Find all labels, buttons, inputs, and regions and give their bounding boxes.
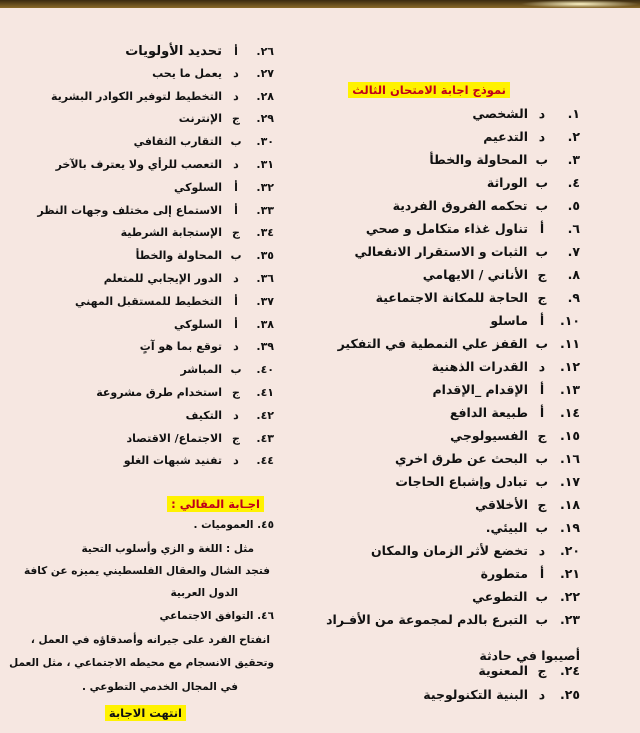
question-number: ٢٩. [256,112,274,126]
answer-text: البحث عن طرق اخري [395,451,528,466]
left-answer-item [180,363,274,376]
question-number: ٩. [567,290,580,305]
right-answer-item [371,543,580,558]
question-number: ١٠. [559,313,580,328]
question-number: ١٩. [559,520,580,535]
answer-text: الدور الإيجابي للمتعلم [103,272,222,285]
answer-letter: ج [232,431,240,445]
right-answer-item [450,405,580,420]
question-number: ١. [567,106,580,121]
right-answer-item [481,566,580,581]
right-answer-item [395,451,580,466]
answer-letter: ج [232,226,240,240]
question-number: ٤٠. [256,363,274,377]
answer-text: الأخلاقي [475,497,528,512]
q46-line-2: وتحقيق الانسجام مع محيطه الاجتماعي ، مثل العمل [9,657,274,669]
left-answer-item [75,295,274,308]
answer-letter: د [538,687,546,702]
answer-letter: ج [537,290,547,305]
answer-text: التخطيط للمستقبل المهني [74,294,222,308]
answer-text: تحكمه الفروق الفردية [392,198,528,213]
answer-text: يعمل ما يحب [152,66,222,80]
left-answer-item [136,249,274,262]
answer-letter: ج [232,386,240,399]
question-number: ١٢. [559,359,580,374]
question-number: ١٨. [559,497,580,512]
answer-letter: ب [230,363,242,377]
answer-letter: د [538,106,546,121]
answer-text: المباشر [180,363,222,377]
left-answer-item [174,181,274,194]
answer-letter: ج [537,267,547,282]
question-number: ٣٣. [256,203,274,217]
item-23-continuation: أصيبوا في حادثة [479,648,580,663]
q45-answer: العموميات . [193,519,254,531]
question-number: ٢٨. [256,89,274,103]
right-answer-item [338,336,580,351]
right-answer-item [490,313,580,328]
question-number: ٣٢. [256,180,274,194]
question-number: ٣١. [256,158,274,171]
question-number: ٢١. [559,566,580,581]
essay-answers-title: اجـابة المقالي : [167,496,264,512]
q46-answer: التوافق الاجتماعي [159,610,254,622]
q46-line-3: في المجال الخدمي التطوعي . [81,681,238,693]
answer-letter: د [233,89,239,103]
left-answer-item [140,340,274,353]
left-answer-item [125,44,274,59]
question-number: ٥. [567,198,580,213]
right-answer-item [486,520,580,535]
right-answer-item [475,497,580,512]
answer-text: الإستجابة الشرطية [120,226,222,240]
answer-text: التدعيم [483,129,528,144]
question-number: ١٦. [559,451,580,466]
left-answer-item [124,454,274,467]
question-number: ٢٣. [559,612,580,627]
answer-letter: ب [535,612,548,627]
answer-letter: ب [535,589,548,604]
right-column [310,0,640,733]
question-number: ٢٥. [559,687,580,702]
question-number: ٤١. [256,386,274,399]
answer-letter: ج [537,428,547,443]
answer-letter: أ [234,180,238,194]
answer-text: تناول غذاء متكامل و صحي [365,221,528,236]
answer-letter: ج [537,497,547,512]
answer-letter: أ [539,382,545,397]
answer-letter: د [538,129,546,144]
answer-letter: د [233,340,239,354]
right-answer-item [432,359,580,374]
answer-text: المحاولة والخطأ [429,152,528,167]
end-of-answers-label: انتهت الاجابة [105,705,186,721]
left-answer-item [126,432,274,445]
answer-letter: د [233,158,239,171]
left-answer-item [96,386,274,399]
answer-letter: ب [230,249,242,263]
answer-letter: ب [535,451,548,466]
answer-letter: أ [539,313,545,328]
answer-letter: ج [232,112,240,126]
answer-letter: أ [234,203,238,217]
question-number: ٣٦. [256,272,274,285]
answer-letter: ج [537,663,547,678]
q46-header [159,605,274,627]
answer-text: الاجتماع/ الاقتصاد [126,431,222,445]
right-answer-item [366,221,580,236]
question-number: ٣٥. [256,249,274,263]
answer-letter: أ [539,566,545,581]
right-answer-item [423,267,580,282]
answer-text: توقع بما هو آتٍ [139,340,222,354]
right-answer-item [326,612,580,627]
answer-text: الوراثة [486,175,528,190]
answer-text: السلوكي [173,317,222,331]
answer-text: تحديد الأولويات [125,44,222,59]
answer-letter: د [233,272,239,285]
answer-text: تخضع لأثر الزمان والمكان [370,543,528,558]
answer-text: استخدام طرق مشروعة [96,386,222,399]
right-answer-item [429,152,580,167]
right-answer-item [487,175,580,190]
answer-letter: د [538,543,546,558]
right-answer-item [478,663,580,678]
right-answer-item [393,198,580,213]
answer-letter: أ [234,294,238,308]
answer-text: التقارب الثقافي [133,135,222,149]
answer-letter: أ [234,45,238,58]
right-answer-item [355,244,580,259]
question-number: ٣٤. [256,226,274,240]
answer-text: التطوعي [472,589,528,604]
answer-text: البيئي. [485,520,528,535]
right-answer-item [423,687,580,702]
question-number: ١٤. [559,405,580,420]
q45-line-1: مثل : اللغة و الزي وأسلوب التحية [81,543,254,555]
right-answer-item [395,474,580,489]
answer-letter: د [538,359,546,374]
question-number: ١٣. [559,382,580,397]
q45-line-2: فتجد الشال والعقال الفلسطيني يميزه عن كافة [23,565,270,577]
answer-text: التبرع بالدم لمجموعة من الأفـراد [326,612,528,627]
answer-letter: ب [535,474,548,489]
answer-text: القفز علي النمطية في التفكير [337,336,528,351]
answer-text: متطورة [480,566,528,581]
right-answer-item [483,129,580,144]
answer-text: الفسيولوجي [450,428,528,443]
question-number: ٤٣. [256,431,274,445]
answer-text: الحاجة للمكانة الاجتماعية [375,290,528,305]
answer-letter: ب [230,135,242,149]
answer-letter: ب [535,244,548,259]
answer-text: التكيف [185,408,222,422]
question-number: ٢٠. [559,543,580,558]
answer-model-title: نموذج اجابة الامتحان الثالث [348,82,510,98]
left-answer-item [174,318,274,331]
question-number: ٢٦. [256,45,274,58]
answer-letter: ب [535,152,548,167]
q45-number: ٤٥. [257,519,274,531]
answer-text: السلوكي [173,180,222,194]
question-number: ٢٢. [559,589,580,604]
answer-text: التعصب للرأي ولا يعترف بالآخر [55,158,222,171]
left-answer-item [121,226,274,239]
answer-text: الثبات و الاستقرار الانفعالي [354,244,528,259]
q45-header [193,514,274,536]
answer-letter: د [233,454,239,468]
right-answer-item [450,428,580,443]
answer-text: طبيعة الدافع [449,405,528,420]
left-column [0,0,300,733]
question-number: ٢. [567,129,580,144]
question-number: ٤٤. [256,454,274,468]
question-number: ٢٧. [256,66,274,80]
q45-line-3: الدول العربية [170,587,238,599]
answer-text: الإنترنت [178,112,222,126]
question-number: ٢٤. [559,663,580,678]
answer-text: ماسلو [490,313,528,328]
left-answer-item [51,90,274,103]
answer-text: الأناني / الايهامي [422,267,528,282]
question-number: ٤٢. [256,408,274,422]
answer-text: الشخصي [472,106,528,121]
answer-letter: أ [234,317,238,331]
answer-letter: ب [535,336,548,351]
question-number: ٦. [567,221,580,236]
left-answer-item [104,272,274,285]
answer-text: القدرات الذهنية [431,359,528,374]
right-answer-item [433,382,581,397]
answer-text: الاستماع إلى مختلف وجهات النظر [37,203,222,217]
answer-letter: د [233,66,239,80]
answer-letter: ب [535,520,548,535]
left-answer-item [56,158,274,171]
question-number: ٣. [567,152,580,167]
answer-text: المعنوية [478,663,528,678]
answer-letter: د [233,408,239,422]
answer-text: التخطيط لتوفير الكوادر البشرية [50,89,222,103]
question-number: ١٧. [559,474,580,489]
left-answer-item [134,135,274,148]
answer-text: البنية التكنولوجية [423,687,528,702]
question-number: ٤. [567,175,580,190]
left-answer-item [179,112,274,125]
answer-text: الإقدام _الإقدام [432,382,528,397]
q46-number: ٤٦. [257,610,274,622]
answer-letter: ب [535,175,548,190]
question-number: ٣٩. [256,340,274,354]
question-number: ٨. [567,267,580,282]
right-answer-item [472,589,580,604]
question-number: ٣٠. [256,135,274,149]
question-number: ٧. [567,244,580,259]
question-number: ٣٨. [256,317,274,331]
answer-text: تبادل وإشباع الحاجات [395,474,528,489]
question-number: ١٥. [559,428,580,443]
question-number: ٣٧. [256,294,274,308]
answer-text: تفنيد شبهات الغلو [123,454,222,468]
left-answer-item [186,409,274,422]
left-answer-item [152,67,274,80]
answer-letter: أ [539,405,545,420]
right-answer-item [376,290,580,305]
q46-line-1: انفتاح الفرد على جيرانه وأصدقاؤه في العمل ، [30,634,270,646]
question-number: ١١. [559,336,580,351]
answer-letter: ب [535,198,548,213]
left-answer-item [37,204,274,217]
answer-text: المحاولة والخطأ [135,249,222,263]
answer-letter: أ [539,221,545,236]
right-answer-item [472,106,580,121]
